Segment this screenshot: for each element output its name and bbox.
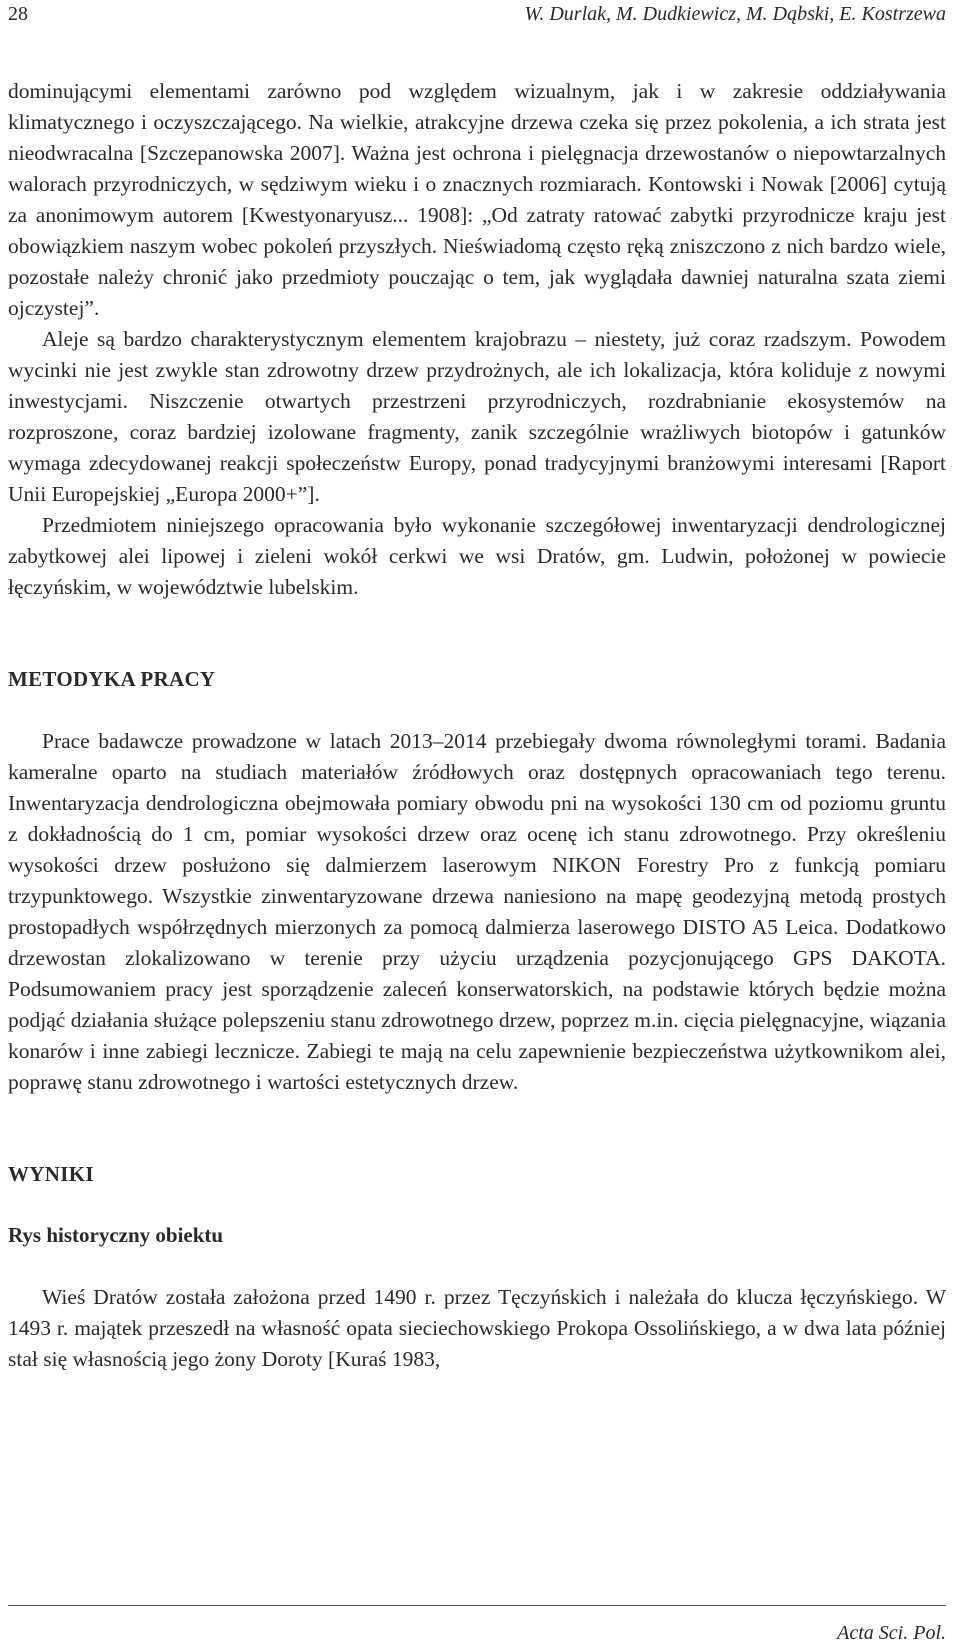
footer-journal: Acta Sci. Pol. [837,1622,946,1644]
footer-rule [8,1605,946,1606]
section-spacer [8,1098,946,1159]
methods-paragraph: Prace badawcze prowadzone w latach 2013–2014 przebiegały dwoma równoległymi torami. Badania kameralne oparto na studiach materiałów źródłowych oraz dostępnych opracowaniach tego terenu. Inwentaryzacja dendrologiczna obejmowała pomiary obwodu pni na wysokości 130 cm od poziomu gruntu z dokładnością do 1 cm, pomiar wysokości drzew oraz ocenę ich stanu zdrowotnego. Przy określeniu wysokości drzew posłużono się dalmierzem laserowym NIKON Forestry Pro z funkcją pomiaru trzypunktowego. Wszystkie zinwentaryzowane drzewa naniesiono na mapę geodezyjną metodą prostych prostopadłych współrzędnych mierzonych za pomocą dalmierza laserowego DISTO A5 Leica. Dodatkowo drzewostan zlokalizowano w terenie przy użyciu urządzenia pozycjonującego GPS DAKOTA. Podsumowaniem pracy jest sporządzenie zaleceń konserwatorskich, na podstawie których będzie można podjąć działania służące polepszeniu stanu zdrowotnego drzew, poprzez m.in. cięcia pielęgnacyjne, wiązania konarów i inne zabiegi lecznicze. Zabiegi te mają na celu zapewnienie bezpieczeństwa użytkownikom alei, poprawę stanu zdrowotnego i wartości estetycznych drzew. [8,729,946,1094]
article-body [8,76,946,1375]
intro-paragraph-1: dominującymi elementami zarówno pod względem wizualnym, jak i w zakresie oddziaływania klimatycznego i oczyszczającego. Na wielkie, atrakcyjne drzewa czeka się przez pokolenia, a ich strata jest nieodwracalna [Szczepanowska 2007]. Ważna jest ochrona i pielęgnacja drzewostanów o niepowtarzalnych walorach przyrodniczych, w sędziwym wieku i o znacznych rozmiarach. Kontowski i Nowak [2006] cytują za anonimowym autorem [Kwestyonaryusz... 1908]: „Od zatraty ratować zabytki przyrodnicze kraju jest obowiązkiem naszym wobec pokoleń przyszłych. Nieświadomą często ręką zniszczono z nich bardzo wiele, pozostałe należy chronić jako przedmioty pouczając o tem, jak wyglądała dawniej naturalna szata ziemi ojczystej”. [8,79,946,320]
page [8,0,946,1646]
results-paragraph: Wieś Dratów została założona przed 1490 r. przez Tęczyńskich i należała do klucza łęczyńskiego. W 1493 r. majątek przeszedł na własność opata sieciechowskiego Prokopa Ossolińskiego, a w dwa lata później stał się własnością jego żony Doroty [Kuraś 1983, [8,1285,946,1371]
page-header [8,0,946,30]
page-number: 28 [8,3,28,25]
subheading-spacer [8,1190,946,1220]
intro-paragraph-2: Aleje są bardzo charakterystycznym elementem krajobrazu – niestety, już coraz rzadszym. Powodem wycinki nie jest zwykle stan zdrowotny drzew przydrożnych, ale ich lokalizacja, która koliduje z nowymi inwestycjami. Niszczenie otwartych przestrzeni przyrodniczych, rozdrabnianie ekosystemów na rozproszone, coraz bardziej izolowane fragmenty, zanik szczególnie wrażliwych biotopów i gatunków wymaga zdecydowanej reakcji społeczeństw Europy, ponad tradycyjnymi branżowymi interesami [Raport Unii Europejskiej „Europa 2000+”]. [8,327,946,506]
results-subheading: Rys historyczny obiektu [8,1223,224,1247]
methods-heading: METODYKA PRACY [8,667,216,691]
heading-spacer [8,695,946,726]
running-head: W. Durlak, M. Dudkiewicz, M. Dąbski, E. Kostrzewa [524,3,946,25]
heading-spacer [8,1251,946,1282]
section-spacer [8,603,946,664]
intro-paragraph-3: Przedmiotem niniejszego opracowania było wykonanie szczegółowej inwentaryzacji dendrologicznej zabytkowej alei lipowej i zieleni wokół cerkwi we wsi Dratów, gm. Ludwin, położonej w powiecie łęczyńskim, w województwie lubelskim. [8,513,946,599]
results-heading: WYNIKI [8,1162,94,1186]
